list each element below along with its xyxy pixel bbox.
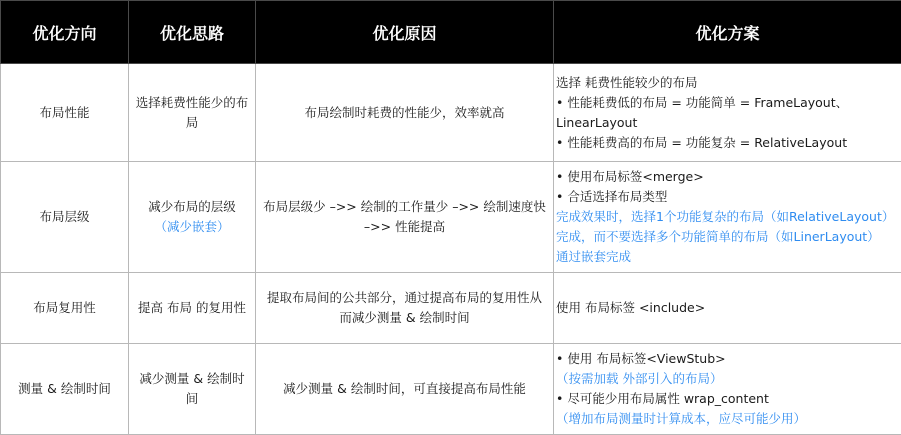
table-row xyxy=(1,64,901,162)
reason-line: 而减少测量 & 绘制时间 xyxy=(262,308,547,328)
header-direction: 优化方向 xyxy=(1,1,129,64)
plan-line-highlight: 完成效果时，选择1个功能复杂的布局（如RelativeLayout） xyxy=(556,207,899,227)
plan-line: • 使用 布局标签<ViewStub> xyxy=(556,349,899,369)
table-row xyxy=(1,162,901,273)
idea-line: 局 xyxy=(135,113,249,133)
cell-idea xyxy=(129,64,256,162)
cell-reason xyxy=(256,162,554,273)
plan-line-highlight: （按需加载 外部引入的布局） xyxy=(556,369,899,389)
plan-line: 选择 耗费性能较少的布局 xyxy=(556,73,899,93)
cell-idea xyxy=(129,162,256,273)
reason-line: –>> 性能提高 xyxy=(262,217,547,237)
cell-idea: 减少测量 & 绘制时间 xyxy=(129,344,256,435)
cell-direction: 布局层级 xyxy=(1,162,129,273)
table-row xyxy=(1,273,901,344)
cell-plan xyxy=(554,273,901,344)
plan-line: • 尽可能少用布局属性 wrap_content xyxy=(556,389,899,409)
plan-line: • 合适选择布局类型 xyxy=(556,187,899,207)
cell-plan xyxy=(554,344,901,435)
table-row xyxy=(1,344,901,435)
idea-line: 选择耗费性能少的布 xyxy=(135,93,249,113)
plan-line-highlight: （增加布局测量时计算成本，应尽可能少用） xyxy=(556,409,899,429)
plan-line: 使用 布局标签 <include> xyxy=(556,298,899,318)
reason-line: 布局层级少 –>> 绘制的工作量少 –>> 绘制速度快 xyxy=(262,197,547,217)
plan-line: • 性能耗费高的布局 = 功能复杂 = RelativeLayout xyxy=(556,133,899,153)
cell-direction: 布局性能 xyxy=(1,64,129,162)
header-reason: 优化原因 xyxy=(256,1,554,64)
cell-reason xyxy=(256,273,554,344)
cell-reason: 布局绘制时耗费的性能少，效率就高 xyxy=(256,64,554,162)
plan-line: LinearLayout xyxy=(556,113,899,133)
cell-idea: 提高 布局 的复用性 xyxy=(129,273,256,344)
idea-line: 减少布局的层级 xyxy=(135,197,249,217)
cell-reason: 减少测量 & 绘制时间，可直接提高布局性能 xyxy=(256,344,554,435)
idea-note: （减少嵌套） xyxy=(135,217,249,237)
cell-plan xyxy=(554,64,901,162)
header-row xyxy=(1,1,901,64)
header-idea: 优化思路 xyxy=(129,1,256,64)
reason-line: 提取布局间的公共部分，通过提高布局的复用性从 xyxy=(262,288,547,308)
cell-direction: 布局复用性 xyxy=(1,273,129,344)
header-plan: 优化方案 xyxy=(554,1,901,64)
cell-plan xyxy=(554,162,901,273)
plan-line-highlight: 通过嵌套完成 xyxy=(556,247,899,267)
plan-line-highlight: 完成，而不要选择多个功能简单的布局（如LinerLayout） xyxy=(556,227,899,247)
plan-line: • 使用布局标签<merge> xyxy=(556,167,899,187)
cell-direction: 测量 & 绘制时间 xyxy=(1,344,129,435)
plan-line: • 性能耗费低的布局 = 功能简单 = FrameLayout、 xyxy=(556,93,899,113)
